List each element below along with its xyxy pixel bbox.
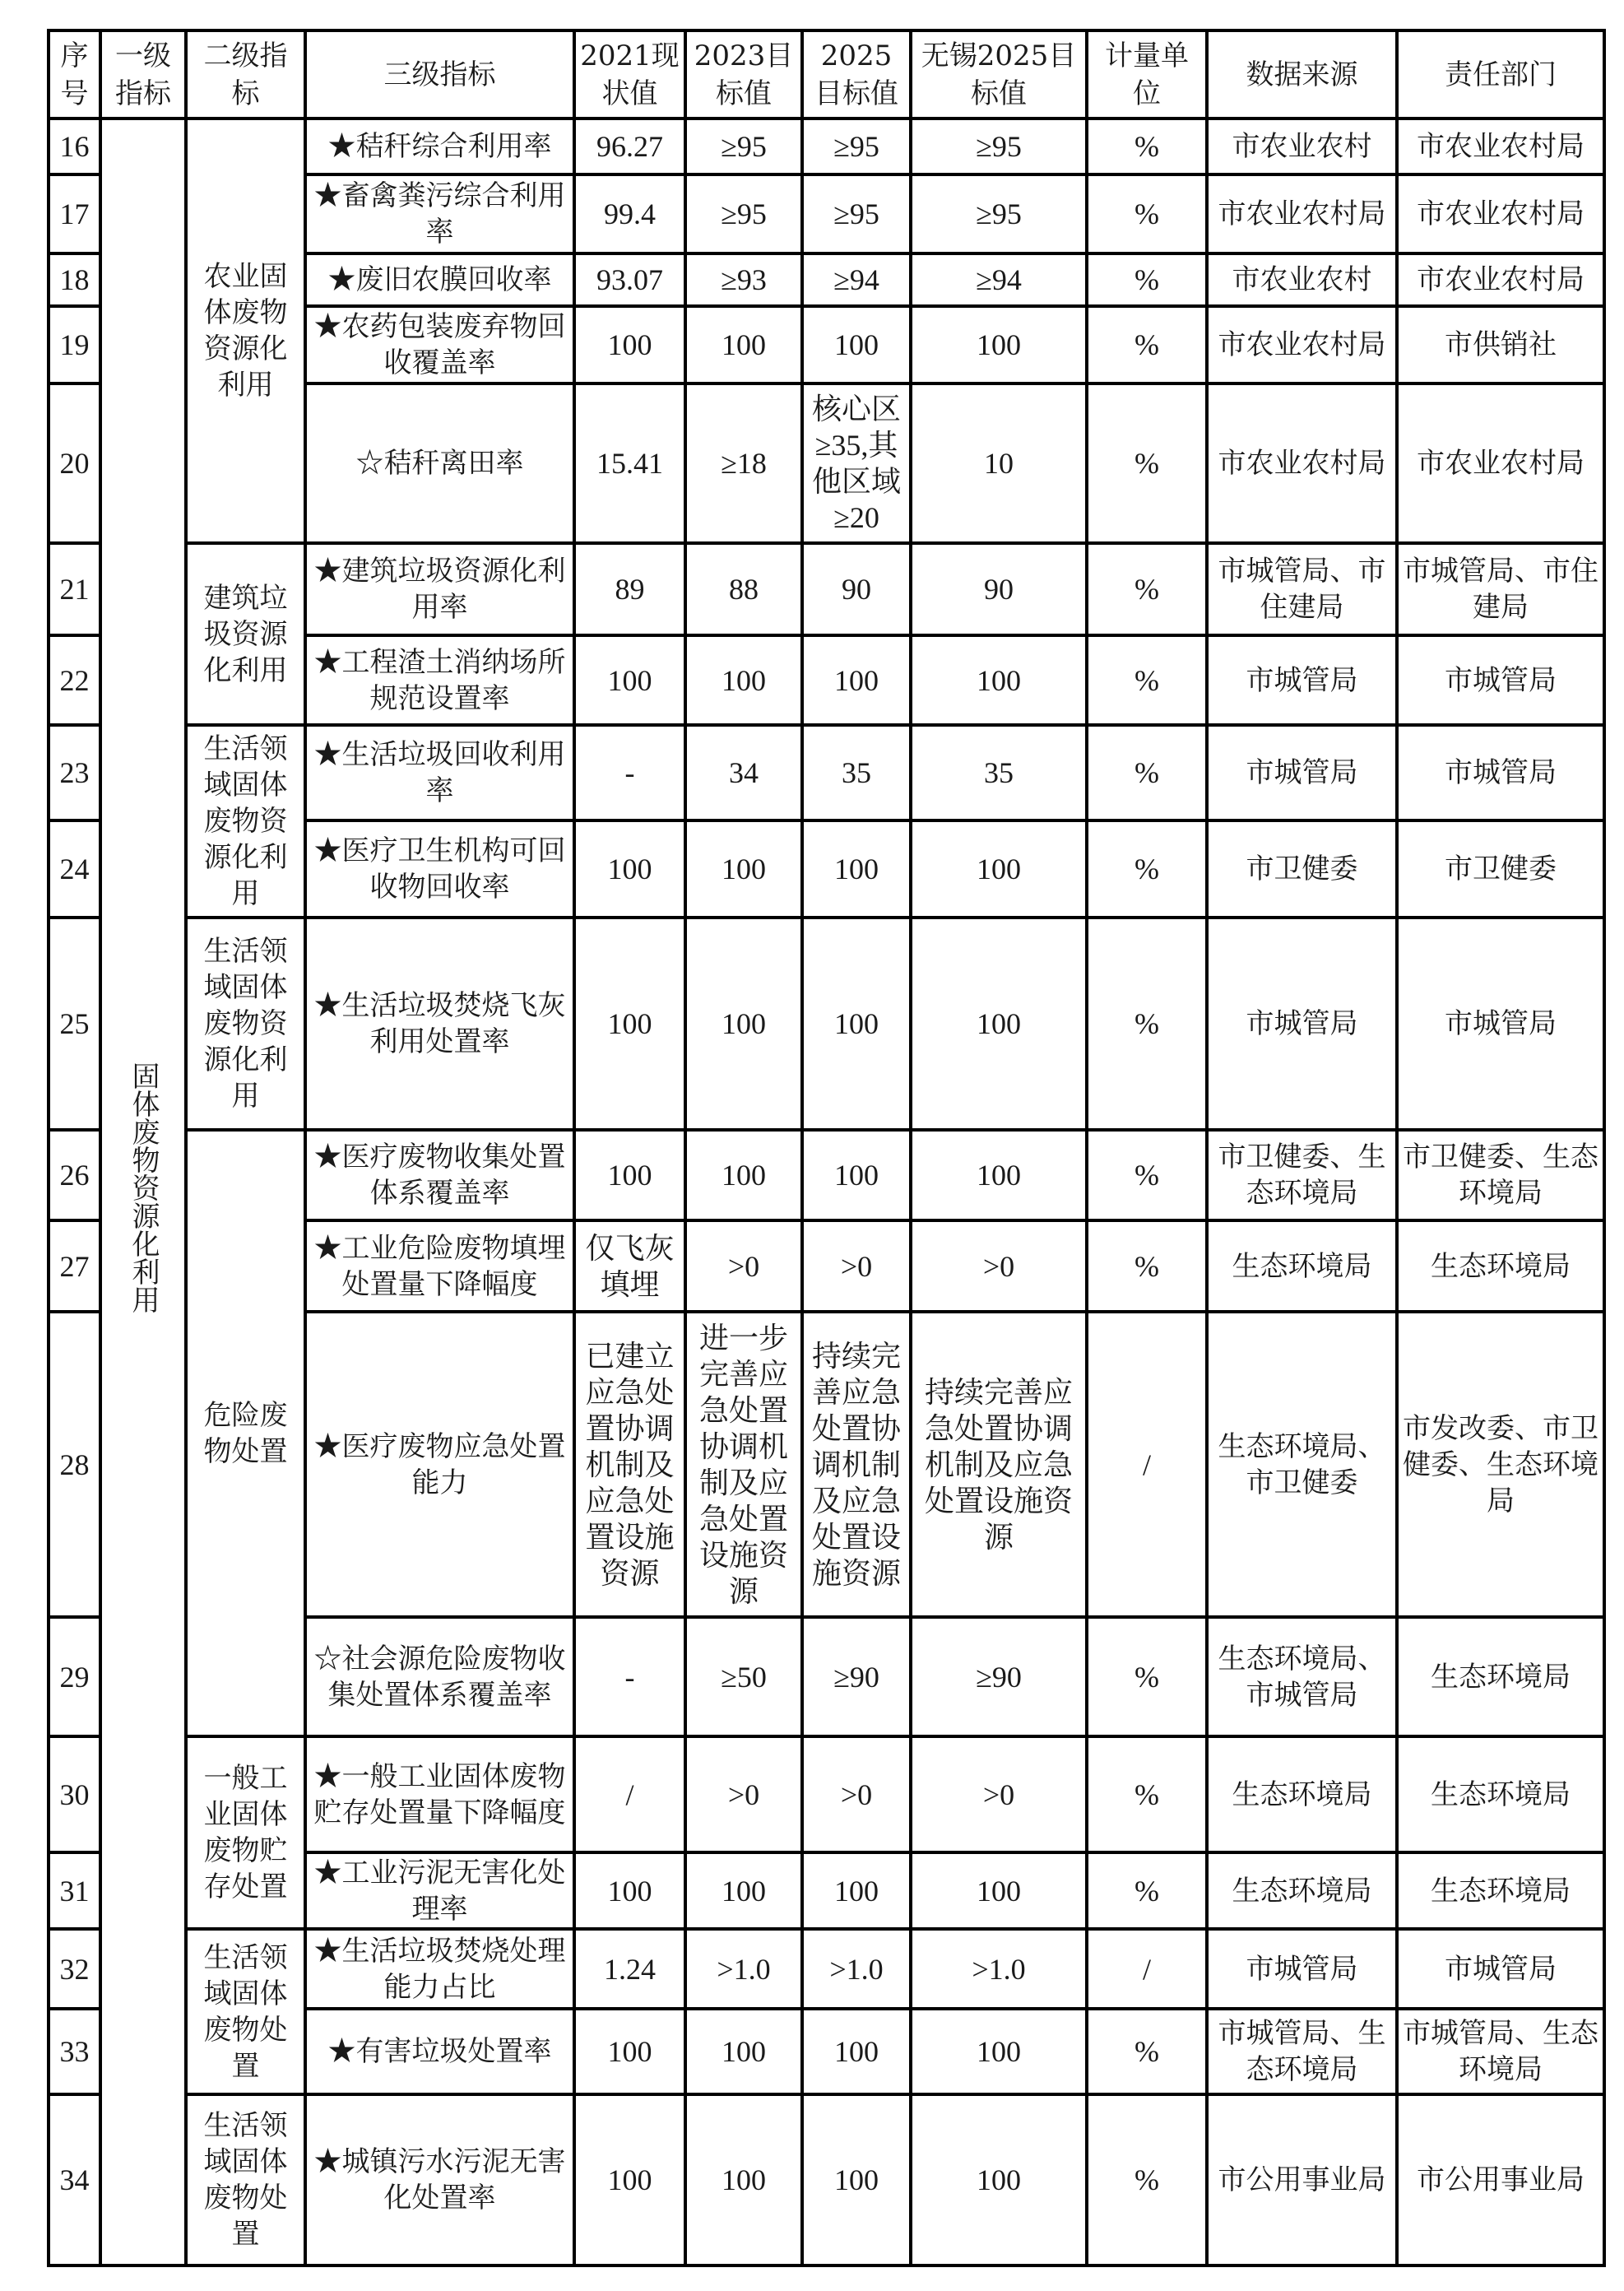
target-2023: ≥93 bbox=[685, 253, 802, 306]
value-2021: 1.24 bbox=[574, 1929, 685, 2009]
row-seq: 24 bbox=[49, 820, 100, 918]
unit: / bbox=[1087, 1929, 1207, 2009]
target-2025: 100 bbox=[802, 2009, 911, 2094]
responsible-dept: 市农业农村局 bbox=[1397, 383, 1604, 543]
unit: % bbox=[1087, 725, 1207, 820]
level3-indicator: ☆社会源危险废物收集处置体系覆盖率 bbox=[305, 1617, 574, 1736]
level2-indicator: 一般工业固体废物贮存处置 bbox=[186, 1736, 305, 1929]
target-2025: 100 bbox=[802, 635, 911, 725]
wuxi-target-2025: >0 bbox=[911, 1736, 1087, 1852]
level2-indicator: 生活领域固体废物处置 bbox=[186, 2094, 305, 2265]
level3-indicator: ★工业危险废物填埋处置量下降幅度 bbox=[305, 1220, 574, 1312]
target-2025: ≥95 bbox=[802, 174, 911, 253]
unit: % bbox=[1087, 1617, 1207, 1736]
row-seq: 16 bbox=[49, 118, 100, 174]
target-2025: >1.0 bbox=[802, 1929, 911, 2009]
target-2023: 100 bbox=[685, 2094, 802, 2265]
responsible-dept: 市城管局 bbox=[1397, 635, 1604, 725]
unit: % bbox=[1087, 820, 1207, 918]
data-source: 生态环境局 bbox=[1207, 1220, 1397, 1312]
level2-indicator: 生活领域固体废物处置 bbox=[186, 1929, 305, 2094]
unit: % bbox=[1087, 918, 1207, 1130]
target-2025: 100 bbox=[802, 820, 911, 918]
unit: % bbox=[1087, 1736, 1207, 1852]
value-2021: 仅飞灰填埋 bbox=[574, 1220, 685, 1312]
wuxi-target-2025: 100 bbox=[911, 2094, 1087, 2265]
target-2023: ≥95 bbox=[685, 118, 802, 174]
target-2025: 35 bbox=[802, 725, 911, 820]
target-2023: 进一步完善应急处置协调机制及应急处置设施资源 bbox=[685, 1312, 802, 1617]
row-seq: 29 bbox=[49, 1617, 100, 1736]
table-row bbox=[49, 2094, 1604, 2265]
level3-indicator: ★生活垃圾焚烧飞灰利用处置率 bbox=[305, 918, 574, 1130]
wuxi-target-2025: 100 bbox=[911, 918, 1087, 1130]
level3-indicator: ★工业污泥无害化处理率 bbox=[305, 1852, 574, 1929]
responsible-dept: 市城管局 bbox=[1397, 1929, 1604, 2009]
header-wuxi-2025-target: 无锡2025目标值 bbox=[911, 30, 1087, 118]
responsible-dept: 市城管局、生态环境局 bbox=[1397, 2009, 1604, 2094]
level1-indicator-label: 固体废物资源化利用 bbox=[127, 1062, 160, 1313]
level3-indicator: ★一般工业固体废物贮存处置量下降幅度 bbox=[305, 1736, 574, 1852]
target-2023: 100 bbox=[685, 1852, 802, 1929]
responsible-dept: 市供销社 bbox=[1397, 306, 1604, 383]
target-2023: 34 bbox=[685, 725, 802, 820]
unit: % bbox=[1087, 543, 1207, 635]
target-2023: 100 bbox=[685, 2009, 802, 2094]
value-2021: 100 bbox=[574, 306, 685, 383]
responsible-dept: 生态环境局 bbox=[1397, 1736, 1604, 1852]
target-2025: 100 bbox=[802, 1852, 911, 1929]
unit: % bbox=[1087, 1852, 1207, 1929]
wuxi-target-2025: 100 bbox=[911, 2009, 1087, 2094]
target-2025: 持续完善应急处置协调机制及应急处置设施资源 bbox=[802, 1312, 911, 1617]
row-seq: 30 bbox=[49, 1736, 100, 1852]
target-2023: 100 bbox=[685, 820, 802, 918]
wuxi-target-2025: 10 bbox=[911, 383, 1087, 543]
level2-indicator: 农业固体废物资源化利用 bbox=[186, 118, 305, 543]
data-source: 市农业农村局 bbox=[1207, 383, 1397, 543]
target-2025: ≥90 bbox=[802, 1617, 911, 1736]
wuxi-target-2025: 90 bbox=[911, 543, 1087, 635]
wuxi-target-2025: 100 bbox=[911, 635, 1087, 725]
data-source: 生态环境局、市卫健委 bbox=[1207, 1312, 1397, 1617]
responsible-dept: 生态环境局 bbox=[1397, 1852, 1604, 1929]
level3-indicator: ★有害垃圾处置率 bbox=[305, 2009, 574, 2094]
target-2023: 88 bbox=[685, 543, 802, 635]
responsible-dept: 生态环境局 bbox=[1397, 1220, 1604, 1312]
target-2023: ≥50 bbox=[685, 1617, 802, 1736]
level3-indicator: ★废旧农膜回收率 bbox=[305, 253, 574, 306]
level3-indicator: ★工程渣土消纳场所规范设置率 bbox=[305, 635, 574, 725]
data-source: 市公用事业局 bbox=[1207, 2094, 1397, 2265]
value-2021: 100 bbox=[574, 2009, 685, 2094]
value-2021: 100 bbox=[574, 635, 685, 725]
table-row bbox=[49, 1130, 1604, 1220]
value-2021: - bbox=[574, 725, 685, 820]
row-seq: 25 bbox=[49, 918, 100, 1130]
target-2023: >0 bbox=[685, 1220, 802, 1312]
wuxi-target-2025: 35 bbox=[911, 725, 1087, 820]
level3-indicator: ☆秸秆离田率 bbox=[305, 383, 574, 543]
target-2025: 90 bbox=[802, 543, 911, 635]
value-2021: 100 bbox=[574, 1852, 685, 1929]
level2-indicator: 生活领域固体废物资源化利用 bbox=[186, 725, 305, 918]
header-data-source: 数据来源 bbox=[1207, 30, 1397, 118]
target-2023: >1.0 bbox=[685, 1929, 802, 2009]
value-2021: 100 bbox=[574, 918, 685, 1130]
target-2025: >0 bbox=[802, 1220, 911, 1312]
unit: % bbox=[1087, 253, 1207, 306]
indicator-table bbox=[47, 29, 1606, 2267]
unit: % bbox=[1087, 306, 1207, 383]
table-row bbox=[49, 918, 1604, 1130]
header-unit: 计量单位 bbox=[1087, 30, 1207, 118]
header-responsible-dept: 责任部门 bbox=[1397, 30, 1604, 118]
level3-indicator: ★医疗废物收集处置体系覆盖率 bbox=[305, 1130, 574, 1220]
data-source: 市城管局、生态环境局 bbox=[1207, 2009, 1397, 2094]
unit: % bbox=[1087, 383, 1207, 543]
value-2021: 96.27 bbox=[574, 118, 685, 174]
wuxi-target-2025: ≥95 bbox=[911, 118, 1087, 174]
value-2021: 100 bbox=[574, 2094, 685, 2265]
data-source: 市农业农村局 bbox=[1207, 174, 1397, 253]
table-row bbox=[49, 1929, 1604, 2009]
value-2021: / bbox=[574, 1736, 685, 1852]
responsible-dept: 市城管局 bbox=[1397, 725, 1604, 820]
target-2025: >0 bbox=[802, 1736, 911, 1852]
responsible-dept: 生态环境局 bbox=[1397, 1617, 1604, 1736]
unit: / bbox=[1087, 1312, 1207, 1617]
row-seq: 31 bbox=[49, 1852, 100, 1929]
target-2025: 100 bbox=[802, 306, 911, 383]
responsible-dept: 市卫健委 bbox=[1397, 820, 1604, 918]
value-2021: 99.4 bbox=[574, 174, 685, 253]
target-2023: >0 bbox=[685, 1736, 802, 1852]
data-source: 市城管局 bbox=[1207, 725, 1397, 820]
target-2023: 100 bbox=[685, 1130, 802, 1220]
table-row bbox=[49, 1736, 1604, 1852]
unit: % bbox=[1087, 1130, 1207, 1220]
header-level3: 三级指标 bbox=[305, 30, 574, 118]
level3-indicator: ★建筑垃圾资源化利用率 bbox=[305, 543, 574, 635]
row-seq: 34 bbox=[49, 2094, 100, 2265]
data-source: 市城管局 bbox=[1207, 635, 1397, 725]
responsible-dept: 市卫健委、生态环境局 bbox=[1397, 1130, 1604, 1220]
unit: % bbox=[1087, 174, 1207, 253]
wuxi-target-2025: >1.0 bbox=[911, 1929, 1087, 2009]
wuxi-target-2025: ≥94 bbox=[911, 253, 1087, 306]
wuxi-target-2025: 100 bbox=[911, 1130, 1087, 1220]
data-source: 市卫健委、生态环境局 bbox=[1207, 1130, 1397, 1220]
responsible-dept: 市公用事业局 bbox=[1397, 2094, 1604, 2265]
wuxi-target-2025: 100 bbox=[911, 306, 1087, 383]
target-2023: ≥95 bbox=[685, 174, 802, 253]
row-seq: 22 bbox=[49, 635, 100, 725]
header-row bbox=[49, 30, 1604, 118]
row-seq: 26 bbox=[49, 1130, 100, 1220]
unit: % bbox=[1087, 118, 1207, 174]
data-source: 市农业农村局 bbox=[1207, 306, 1397, 383]
table-row bbox=[49, 725, 1604, 820]
level3-indicator: ★医疗废物应急处置能力 bbox=[305, 1312, 574, 1617]
target-2025: 100 bbox=[802, 1130, 911, 1220]
header-seq: 序号 bbox=[49, 30, 100, 118]
wuxi-target-2025: ≥95 bbox=[911, 174, 1087, 253]
wuxi-target-2025: 持续完善应急处置协调机制及应急处置设施资源 bbox=[911, 1312, 1087, 1617]
row-seq: 18 bbox=[49, 253, 100, 306]
data-source: 市卫健委 bbox=[1207, 820, 1397, 918]
level3-indicator: ★生活垃圾焚烧处理能力占比 bbox=[305, 1929, 574, 2009]
data-source: 生态环境局 bbox=[1207, 1852, 1397, 1929]
level3-indicator: ★秸秆综合利用率 bbox=[305, 118, 574, 174]
row-seq: 19 bbox=[49, 306, 100, 383]
data-source: 生态环境局、市城管局 bbox=[1207, 1617, 1397, 1736]
target-2025: ≥94 bbox=[802, 253, 911, 306]
level3-indicator: ★医疗卫生机构可回收物回收率 bbox=[305, 820, 574, 918]
table-row bbox=[49, 543, 1604, 635]
level2-indicator: 危险废物处置 bbox=[186, 1130, 305, 1736]
data-source: 市农业农村 bbox=[1207, 118, 1397, 174]
responsible-dept: 市农业农村局 bbox=[1397, 174, 1604, 253]
data-source: 市农业农村 bbox=[1207, 253, 1397, 306]
responsible-dept: 市城管局、市住建局 bbox=[1397, 543, 1604, 635]
responsible-dept: 市发改委、市卫健委、生态环境局 bbox=[1397, 1312, 1604, 1617]
target-2023: ≥18 bbox=[685, 383, 802, 543]
value-2021: 93.07 bbox=[574, 253, 685, 306]
level3-indicator: ★畜禽粪污综合利用率 bbox=[305, 174, 574, 253]
row-seq: 17 bbox=[49, 174, 100, 253]
row-seq: 21 bbox=[49, 543, 100, 635]
value-2021: 已建立应急处置协调机制及应急处置设施资源 bbox=[574, 1312, 685, 1617]
data-source: 市城管局 bbox=[1207, 1929, 1397, 2009]
row-seq: 23 bbox=[49, 725, 100, 820]
value-2021: 100 bbox=[574, 1130, 685, 1220]
wuxi-target-2025: 100 bbox=[911, 1852, 1087, 1929]
responsible-dept: 市农业农村局 bbox=[1397, 118, 1604, 174]
header-level1: 一级指标 bbox=[100, 30, 186, 118]
header-2023-target: 2023目标值 bbox=[685, 30, 802, 118]
level3-indicator: ★农药包装废弃物回收覆盖率 bbox=[305, 306, 574, 383]
value-2021: 100 bbox=[574, 820, 685, 918]
level2-indicator: 建筑垃圾资源化利用 bbox=[186, 543, 305, 725]
responsible-dept: 市城管局 bbox=[1397, 918, 1604, 1130]
unit: % bbox=[1087, 2009, 1207, 2094]
level3-indicator: ★城镇污水污泥无害化处置率 bbox=[305, 2094, 574, 2265]
target-2023: 100 bbox=[685, 918, 802, 1130]
unit: % bbox=[1087, 635, 1207, 725]
row-seq: 27 bbox=[49, 1220, 100, 1312]
target-2023: 100 bbox=[685, 306, 802, 383]
level1-indicator bbox=[100, 118, 186, 2265]
unit: % bbox=[1087, 2094, 1207, 2265]
unit: % bbox=[1087, 1220, 1207, 1312]
value-2021: - bbox=[574, 1617, 685, 1736]
level2-indicator: 生活领域固体废物资源化利用 bbox=[186, 918, 305, 1130]
wuxi-target-2025: ≥90 bbox=[911, 1617, 1087, 1736]
value-2021: 15.41 bbox=[574, 383, 685, 543]
header-2025-target: 2025目标值 bbox=[802, 30, 911, 118]
data-source: 市城管局 bbox=[1207, 918, 1397, 1130]
row-seq: 20 bbox=[49, 383, 100, 543]
responsible-dept: 市农业农村局 bbox=[1397, 253, 1604, 306]
target-2023: 100 bbox=[685, 635, 802, 725]
target-2025: ≥95 bbox=[802, 118, 911, 174]
value-2021: 89 bbox=[574, 543, 685, 635]
data-source: 生态环境局 bbox=[1207, 1736, 1397, 1852]
data-source: 市城管局、市住建局 bbox=[1207, 543, 1397, 635]
wuxi-target-2025: >0 bbox=[911, 1220, 1087, 1312]
header-2021-value: 2021现状值 bbox=[574, 30, 685, 118]
row-seq: 32 bbox=[49, 1929, 100, 2009]
wuxi-target-2025: 100 bbox=[911, 820, 1087, 918]
target-2025: 100 bbox=[802, 2094, 911, 2265]
row-seq: 28 bbox=[49, 1312, 100, 1617]
target-2025: 100 bbox=[802, 918, 911, 1130]
header-level2: 二级指标 bbox=[186, 30, 305, 118]
row-seq: 33 bbox=[49, 2009, 100, 2094]
table-row bbox=[49, 118, 1604, 174]
level3-indicator: ★生活垃圾回收利用率 bbox=[305, 725, 574, 820]
target-2025: 核心区≥35,其他区域≥20 bbox=[802, 383, 911, 543]
